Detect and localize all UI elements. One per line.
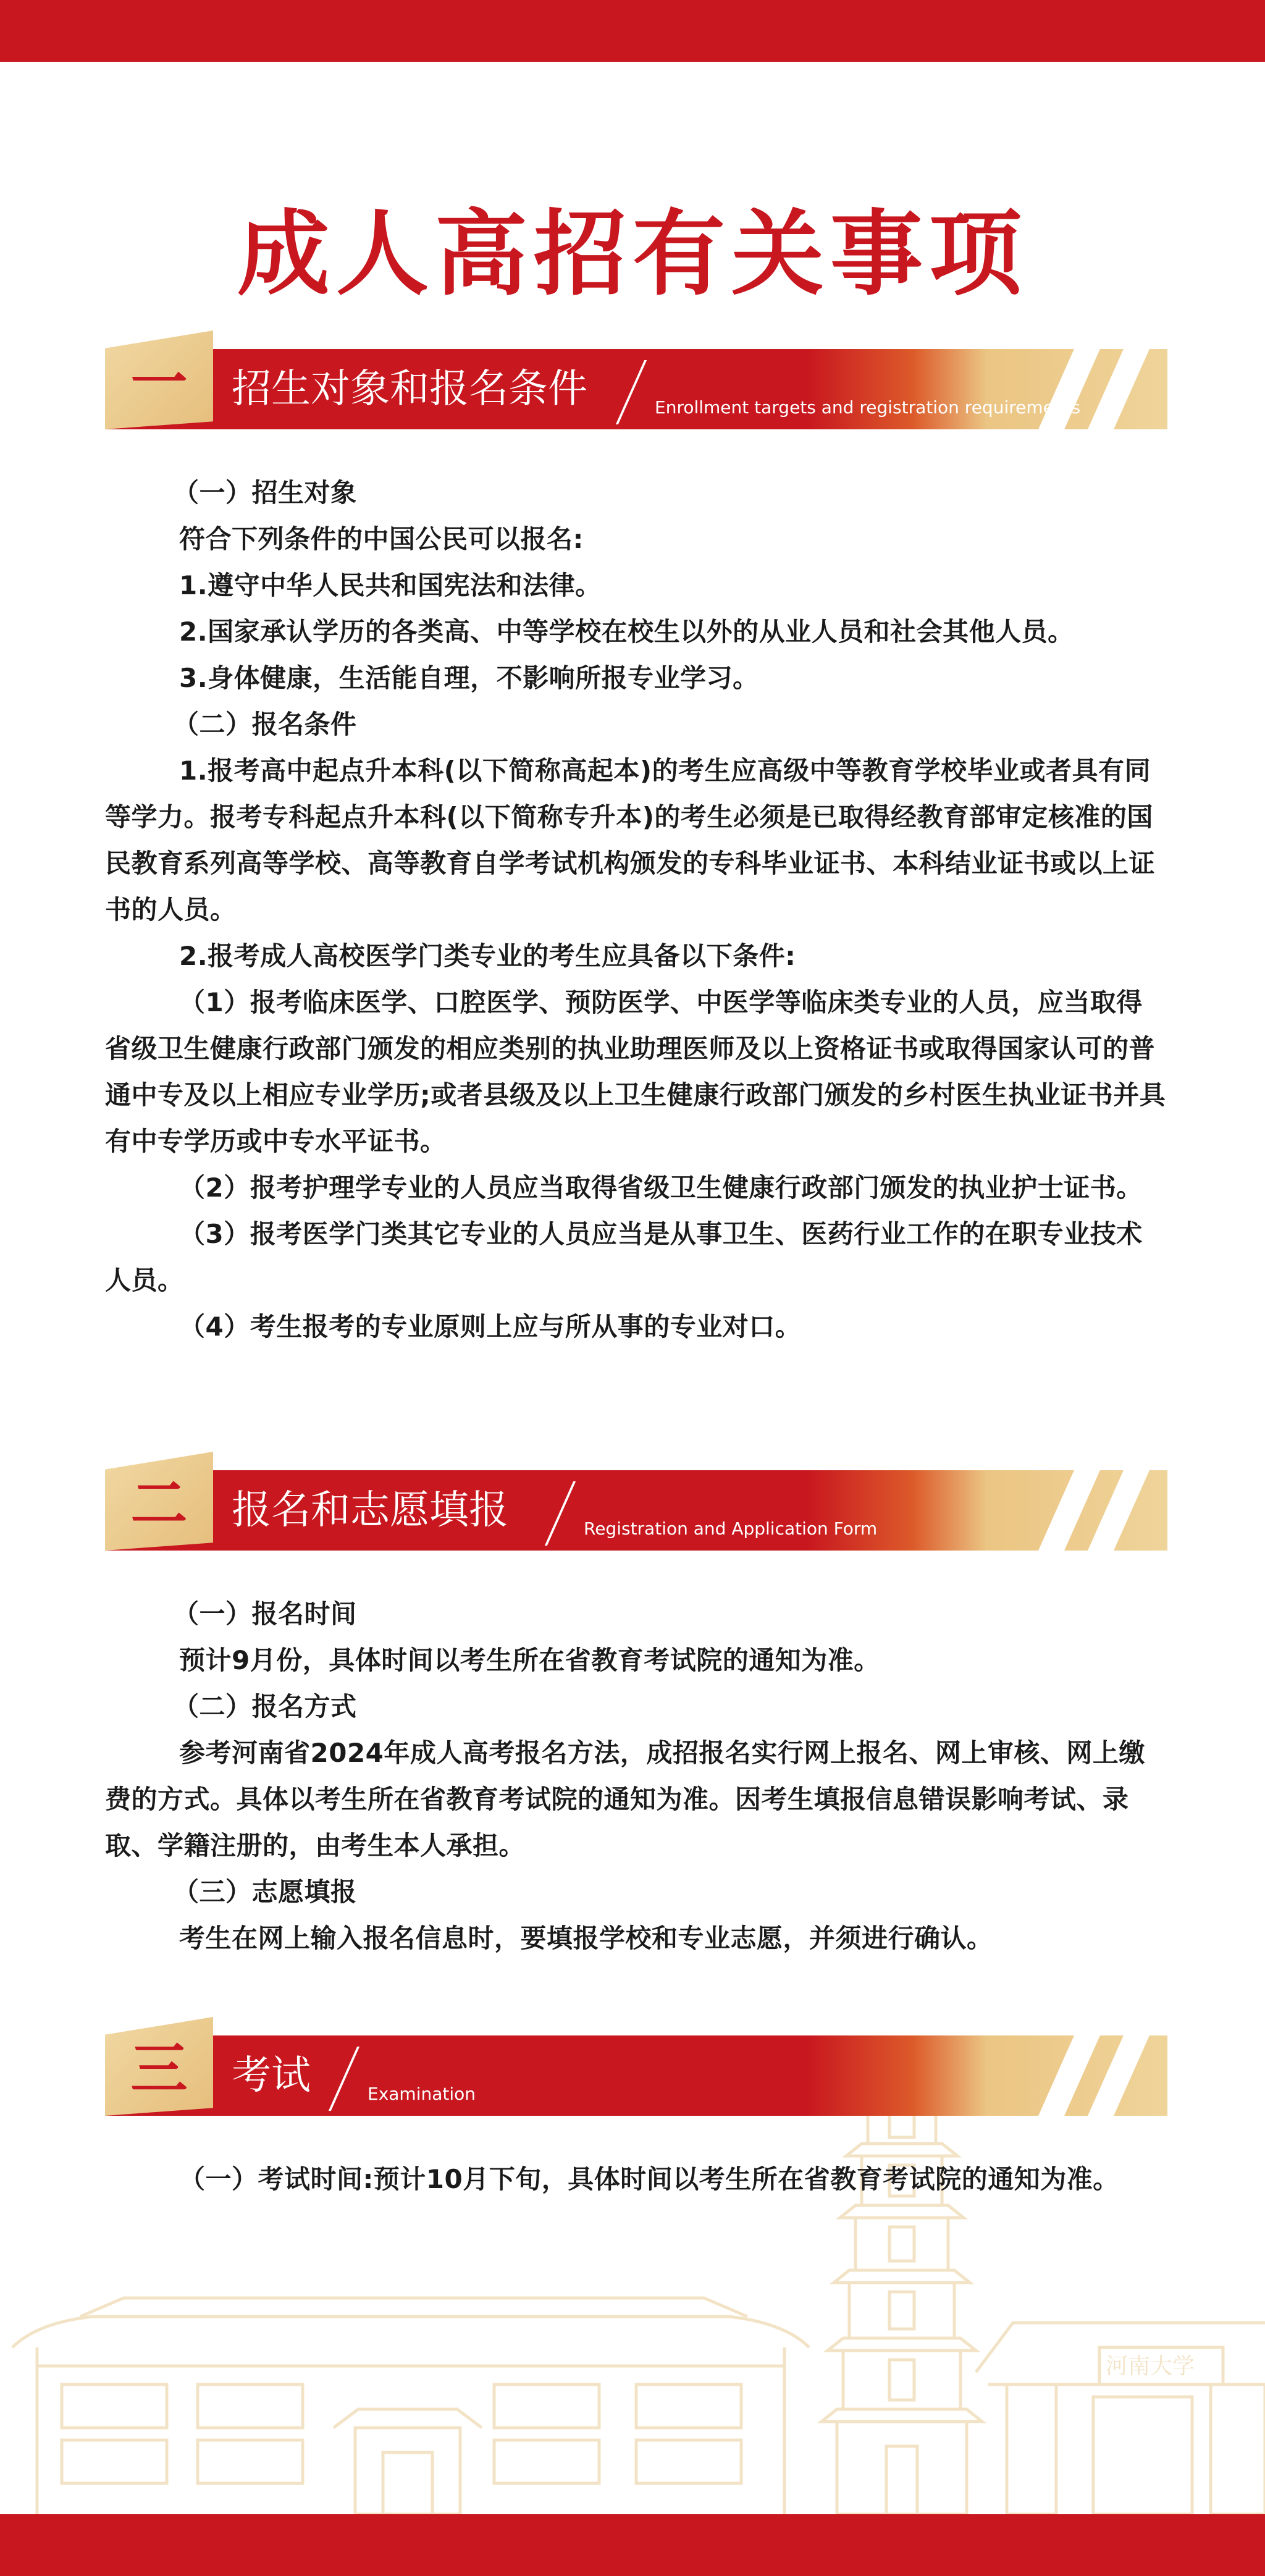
paragraph: 预计9月份，具体时间以考生所在省教育考试院的通知为准。: [179, 1645, 880, 1675]
paragraph: （3）报考医学门类其它专业的人员应当是从事卫生、医药行业工作的在职专业技术人员。: [105, 1219, 1143, 1295]
sub-heading: （一）报名时间: [173, 1599, 357, 1629]
sub-heading: （一）招生对象: [173, 478, 357, 508]
section-heading: 考试: [232, 2053, 311, 2098]
left-hall-outline: [12, 2298, 809, 2514]
section-3-body: [105, 2156, 1167, 2202]
page-title: 成人高招有关事项: [237, 201, 1028, 308]
section-number: 二: [130, 1471, 188, 1537]
paragraph: 2.国家承认学历的各类高、中等学校在校生以外的从业人员和社会其他人员。: [179, 617, 1074, 647]
paragraph: （一）考试时间:预计10月下旬，具体时间以考生所在省教育考试院的通知为准。: [179, 2164, 1119, 2194]
paragraph: （2）报考护理学专业的人员应当取得省级卫生健康行政部门颁发的执业护士证书。: [179, 1172, 1143, 1203]
paragraph: 考生在网上输入报名信息时，要填报学校和专业志愿，并须进行确认。: [179, 1923, 993, 1953]
gate-plaque-text: 河南大学: [1106, 2354, 1195, 2379]
section-subtitle: Enrollment targets and registration requirements: [655, 397, 1081, 418]
section-heading: 报名和志愿填报: [232, 1488, 508, 1533]
paragraph: 3.身体健康，生活能自理，不影响所报专业学习。: [179, 663, 759, 693]
section-2-banner: [105, 1452, 1167, 1551]
section-2-body: [105, 1591, 1167, 1961]
sub-heading: （二）报名方式: [173, 1691, 357, 1722]
section-number: 三: [130, 2036, 188, 2102]
section-subtitle: Registration and Application Form: [584, 1518, 878, 1539]
sub-heading: （二）报名条件: [173, 709, 357, 739]
right-gate-outline: [976, 2323, 1265, 2514]
section-subtitle: Examination: [368, 2084, 476, 2104]
section-heading: 招生对象和报名条件: [232, 366, 587, 412]
bottom-red-bar: [0, 2514, 1265, 2576]
section-1-banner: [105, 330, 1167, 429]
pagoda-outline: [822, 2063, 982, 2514]
section-number: 一: [130, 350, 188, 416]
section-3-banner: [105, 2017, 1167, 2116]
paragraph: 符合下列条件的中国公民可以报名:: [179, 524, 584, 554]
section-1-body: [105, 469, 1167, 1350]
paragraph: 1.遵守中华人民共和国宪法和法律。: [179, 570, 602, 600]
paragraph: 1.报考高中起点升本科(以下简称高起本)的考生应高级中等教育学校毕业或者具有同等学力。报考专科起点升本科(以下简称专升本)的考生必须是已取得经教育部审定核准的国民教育系列高等学校、高等教育自学考试机构颁发的专科毕业证书、本科结业证书或以上证书的人员。: [105, 756, 1156, 925]
paragraph: （1）报考临床医学、口腔医学、预防医学、中医学等临床类专业的人员，应当取得省级卫生健康行政部门颁发的相应类别的执业助理医师及以上资格证书或取得国家认可的普通中专及以上相应专业学历;或者县级及以上卫生健康行政部门颁发的乡村医生执业证书并具有中专学历或中专水平证书。: [105, 987, 1166, 1156]
sub-heading: （三）志愿填报: [173, 1877, 357, 1907]
paragraph: 2.报考成人高校医学门类专业的考生应具备以下条件:: [179, 941, 796, 971]
paragraph: （4）考生报考的专业原则上应与所从事的专业对口。: [179, 1311, 802, 1342]
paragraph: 参考河南省2024年成人高考报名方法，成招报名实行网上报名、网上审核、网上缴费的方式。具体以考生所在省教育考试院的通知为准。因考生填报信息错误影响考试、录取、学籍注册的，由考生本人承担。: [105, 1738, 1145, 1861]
